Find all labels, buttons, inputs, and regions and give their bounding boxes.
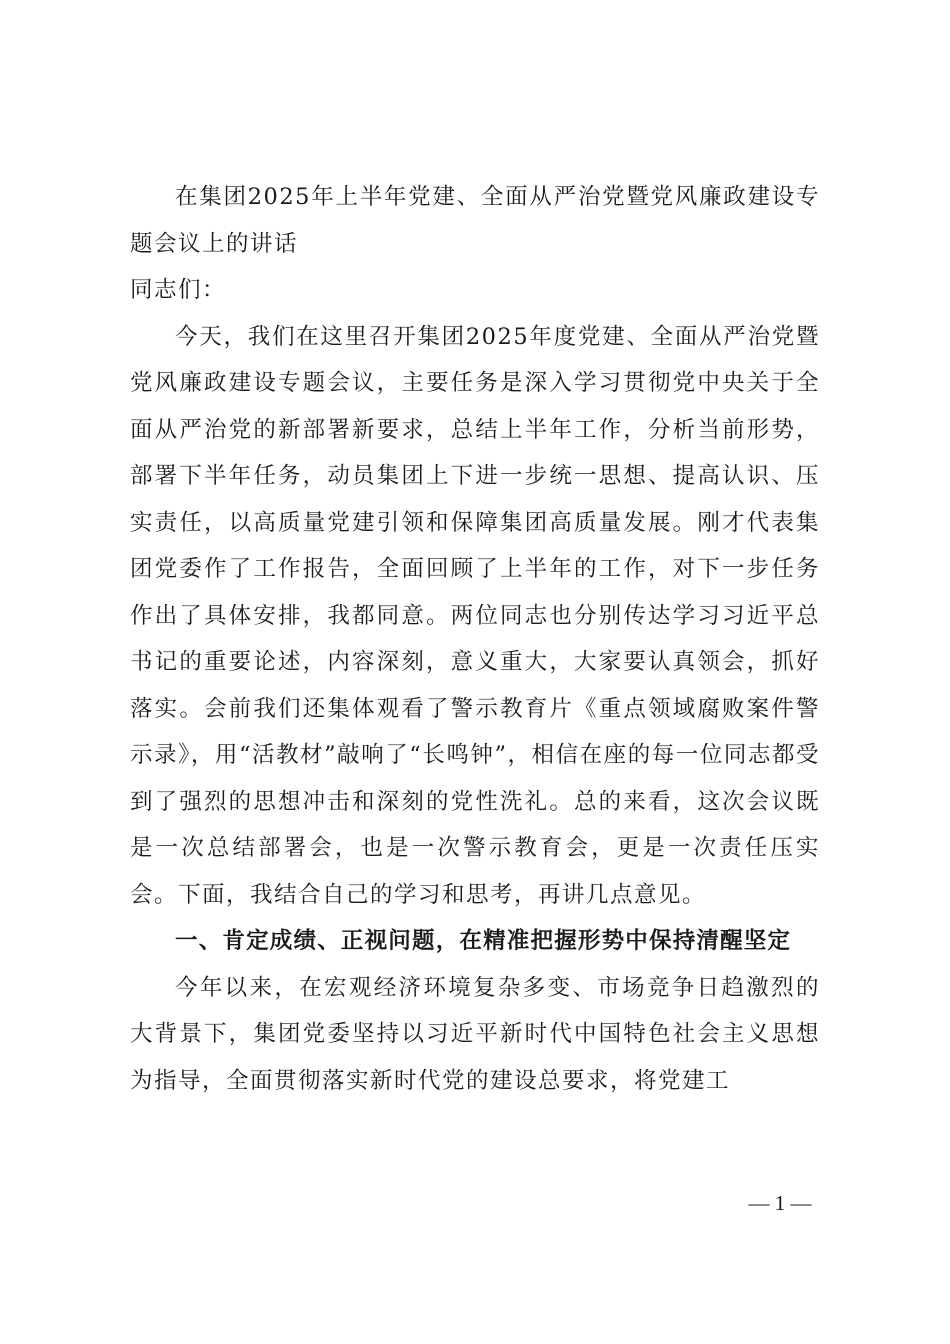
section-paragraph: 今年以来，在宏观经济环境复杂多变、市场竞争日趋激烈的大背景下，集团党委坚持以习近平新时代中国特色社会主义思想为指导，全面贯彻落实新时代党的建设总要求，将党建工: [130, 974, 820, 1094]
salutation: 同志们：: [130, 277, 227, 303]
document-body: [130, 174, 820, 1104]
speech-title: 在集团2025年上半年党建、全面从严治党暨党风廉政建设专题会议上的讲话: [130, 184, 820, 257]
opening-paragraph: 今天，我们在这里召开集团2025年度党建、全面从严治党暨党风廉政建设专题会议，主要任务是深入学习贯彻党中央关于全面从严治党的新部署新要求，总结上半年工作，分析当前形势，部署下半年任务，动员集团上下进一步统一思想、提高认识、压实责任，以高质量党建引领和保障集团高质量发展。刚才代表集团党委作了工作报告，全面回顾了上半年的工作，对下一步任务作出了具体安排，我都同意。两位同志也分别传达学习习近平总书记的重要论述，内容深刻，意义重大，大家要认真领会，抓好落实。会前我们还集体观看了警示教育片《重点领域腐败案件警示录》，用“活教材”敲响了“长鸣钟”，相信在座的每一位同志都受到了强烈的思想冲击和深刻的党性洗礼。总的来看，这次会议既是一次总结部署会，也是一次警示教育会，更是一次责任压实会。下面，我结合自己的学习和思考，再讲几点意见。: [130, 323, 820, 908]
section-heading: 一、肯定成绩、正视问题，在精准把握形势中保持清醒坚定: [175, 928, 792, 954]
page-number: — 1 —: [748, 1191, 812, 1215]
